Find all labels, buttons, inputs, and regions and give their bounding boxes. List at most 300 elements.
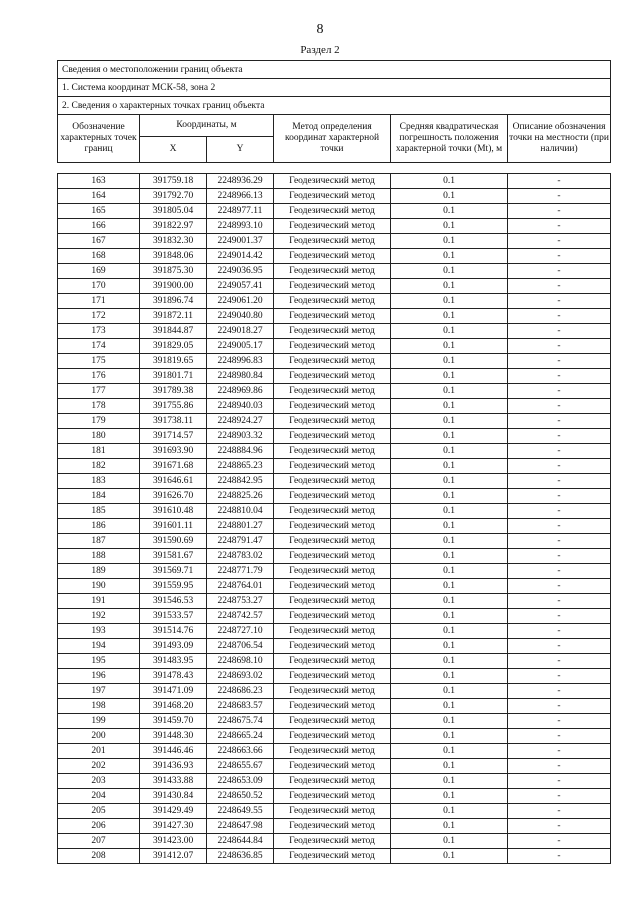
method-cell: Геодезический метод [274,249,391,264]
method-cell: Геодезический метод [274,219,391,234]
table-row [58,624,611,639]
method-cell: Геодезический метод [274,414,391,429]
description-cell: - [508,324,611,339]
point-id-cell: 173 [58,324,140,339]
y-cell: 2249005.17 [207,339,274,354]
table-row [58,774,611,789]
y-cell: 2248924.27 [207,414,274,429]
accuracy-cell: 0.1 [391,744,508,759]
method-cell: Геодезический метод [274,264,391,279]
accuracy-cell: 0.1 [391,654,508,669]
point-id-cell: 172 [58,309,140,324]
y-cell: 2248636.85 [207,849,274,864]
y-cell: 2248764.01 [207,579,274,594]
point-id-cell: 195 [58,654,140,669]
table-row [58,369,611,384]
x-cell: 391493.09 [140,639,207,654]
description-cell: - [508,189,611,204]
table-row [58,564,611,579]
table-row [58,579,611,594]
table-row [58,414,611,429]
header-designation: Обозначение характерных точек границ [58,115,140,163]
accuracy-cell: 0.1 [391,249,508,264]
x-cell: 391755.86 [140,399,207,414]
description-cell: - [508,639,611,654]
x-cell: 391590.69 [140,534,207,549]
x-cell: 391433.88 [140,774,207,789]
y-cell: 2248698.10 [207,654,274,669]
table-row [58,609,611,624]
accuracy-cell: 0.1 [391,474,508,489]
accuracy-cell: 0.1 [391,369,508,384]
y-cell: 2248663.66 [207,744,274,759]
x-cell: 391626.70 [140,489,207,504]
accuracy-cell: 0.1 [391,219,508,234]
description-cell: - [508,549,611,564]
table-row [58,309,611,324]
method-cell: Геодезический метод [274,579,391,594]
x-cell: 391569.71 [140,564,207,579]
table-row [58,759,611,774]
method-cell: Геодезический метод [274,489,391,504]
x-cell: 391759.18 [140,174,207,189]
description-cell: - [508,354,611,369]
x-cell: 391483.95 [140,654,207,669]
method-cell: Геодезический метод [274,804,391,819]
y-cell: 2248771.79 [207,564,274,579]
point-id-cell: 165 [58,204,140,219]
description-cell: - [508,849,611,864]
description-cell: - [508,414,611,429]
x-cell: 391559.95 [140,579,207,594]
point-id-cell: 171 [58,294,140,309]
point-id-cell: 207 [58,834,140,849]
table-row [58,324,611,339]
points-table-body [58,174,611,864]
description-cell: - [508,699,611,714]
accuracy-cell: 0.1 [391,399,508,414]
point-id-cell: 201 [58,744,140,759]
description-cell: - [508,579,611,594]
point-id-cell: 193 [58,624,140,639]
method-cell: Геодезический метод [274,399,391,414]
x-cell: 391533.57 [140,609,207,624]
method-cell: Геодезический метод [274,444,391,459]
x-cell: 391789.38 [140,384,207,399]
point-id-cell: 169 [58,264,140,279]
accuracy-cell: 0.1 [391,294,508,309]
accuracy-cell: 0.1 [391,189,508,204]
table-row [58,519,611,534]
x-cell: 391693.90 [140,444,207,459]
description-cell: - [508,474,611,489]
x-cell: 391412.07 [140,849,207,864]
description-cell: - [508,684,611,699]
method-cell: Геодезический метод [274,339,391,354]
method-cell: Геодезический метод [274,699,391,714]
table-row [58,684,611,699]
point-id-cell: 199 [58,714,140,729]
description-cell: - [508,654,611,669]
y-cell: 2249040.80 [207,309,274,324]
description-cell: - [508,489,611,504]
y-cell: 2248940.03 [207,399,274,414]
header-method: Метод определения координат характерной точки [274,115,391,163]
y-cell: 2248969.86 [207,384,274,399]
accuracy-cell: 0.1 [391,564,508,579]
method-cell: Геодезический метод [274,729,391,744]
x-cell: 391478.43 [140,669,207,684]
accuracy-cell: 0.1 [391,804,508,819]
y-cell: 2248842.95 [207,474,274,489]
point-id-cell: 192 [58,609,140,624]
table-row [58,849,611,864]
description-cell: - [508,204,611,219]
y-cell: 2248742.57 [207,609,274,624]
y-cell: 2248977.11 [207,204,274,219]
accuracy-cell: 0.1 [391,429,508,444]
accuracy-cell: 0.1 [391,729,508,744]
table-row [58,594,611,609]
method-cell: Геодезический метод [274,594,391,609]
accuracy-cell: 0.1 [391,519,508,534]
y-cell: 2249061.20 [207,294,274,309]
description-cell: - [508,594,611,609]
description-cell: - [508,504,611,519]
x-cell: 391514.76 [140,624,207,639]
description-cell: - [508,804,611,819]
point-id-cell: 185 [58,504,140,519]
y-cell: 2248801.27 [207,519,274,534]
description-cell: - [508,309,611,324]
point-id-cell: 164 [58,189,140,204]
accuracy-cell: 0.1 [391,234,508,249]
y-cell: 2248810.04 [207,504,274,519]
method-cell: Геодезический метод [274,714,391,729]
method-cell: Геодезический метод [274,639,391,654]
x-cell: 391896.74 [140,294,207,309]
x-cell: 391671.68 [140,459,207,474]
x-cell: 391872.11 [140,309,207,324]
description-cell: - [508,384,611,399]
accuracy-cell: 0.1 [391,384,508,399]
table-row [58,339,611,354]
point-id-cell: 202 [58,759,140,774]
description-cell: - [508,249,611,264]
x-cell: 391714.57 [140,429,207,444]
method-cell: Геодезический метод [274,474,391,489]
method-cell: Геодезический метод [274,669,391,684]
x-cell: 391646.61 [140,474,207,489]
x-cell: 391792.70 [140,189,207,204]
method-cell: Геодезический метод [274,774,391,789]
y-cell: 2248753.27 [207,594,274,609]
table-row [58,474,611,489]
accuracy-cell: 0.1 [391,624,508,639]
accuracy-cell: 0.1 [391,759,508,774]
accuracy-cell: 0.1 [391,444,508,459]
point-id-cell: 204 [58,789,140,804]
method-cell: Геодезический метод [274,819,391,834]
method-cell: Геодезический метод [274,834,391,849]
method-cell: Геодезический метод [274,684,391,699]
description-cell: - [508,279,611,294]
description-cell: - [508,819,611,834]
x-cell: 391844.87 [140,324,207,339]
point-id-cell: 183 [58,474,140,489]
table-row [58,189,611,204]
coord-system-row: 1. Система координат МСК-58, зона 2 [58,79,611,97]
point-id-cell: 186 [58,519,140,534]
accuracy-cell: 0.1 [391,669,508,684]
accuracy-cell: 0.1 [391,534,508,549]
description-cell: - [508,609,611,624]
x-cell: 391436.93 [140,759,207,774]
table-row [58,699,611,714]
x-cell: 391448.30 [140,729,207,744]
table-row [58,279,611,294]
description-cell: - [508,744,611,759]
description-cell: - [508,624,611,639]
y-cell: 2248683.57 [207,699,274,714]
accuracy-cell: 0.1 [391,609,508,624]
accuracy-cell: 0.1 [391,174,508,189]
description-cell: - [508,714,611,729]
point-id-cell: 187 [58,534,140,549]
y-cell: 2248644.84 [207,834,274,849]
description-cell: - [508,729,611,744]
accuracy-cell: 0.1 [391,459,508,474]
point-id-cell: 191 [58,594,140,609]
point-id-cell: 200 [58,729,140,744]
description-cell: - [508,834,611,849]
point-id-cell: 196 [58,669,140,684]
y-cell: 2248993.10 [207,219,274,234]
y-cell: 2249057.41 [207,279,274,294]
method-cell: Геодезический метод [274,789,391,804]
method-cell: Геодезический метод [274,744,391,759]
page-number: 8 [316,22,324,37]
table-row [58,654,611,669]
table-row [58,549,611,564]
table-row [58,429,611,444]
accuracy-cell: 0.1 [391,849,508,864]
x-cell: 391900.00 [140,279,207,294]
point-id-cell: 170 [58,279,140,294]
accuracy-cell: 0.1 [391,354,508,369]
table-row [58,534,611,549]
accuracy-cell: 0.1 [391,594,508,609]
description-cell: - [508,789,611,804]
method-cell: Геодезический метод [274,384,391,399]
table-row [58,174,611,189]
accuracy-cell: 0.1 [391,279,508,294]
x-cell: 391738.11 [140,414,207,429]
point-id-cell: 197 [58,684,140,699]
accuracy-cell: 0.1 [391,774,508,789]
table-row [58,744,611,759]
accuracy-cell: 0.1 [391,834,508,849]
accuracy-cell: 0.1 [391,264,508,279]
point-id-cell: 208 [58,849,140,864]
method-cell: Геодезический метод [274,369,391,384]
accuracy-cell: 0.1 [391,639,508,654]
table-row [58,459,611,474]
x-cell: 391430.84 [140,789,207,804]
point-id-cell: 163 [58,174,140,189]
x-cell: 391468.20 [140,699,207,714]
point-id-cell: 182 [58,459,140,474]
table-row [58,264,611,279]
points-title-row: 2. Сведения о характерных точках границ объекта [58,97,611,115]
point-id-cell: 189 [58,564,140,579]
method-cell: Геодезический метод [274,309,391,324]
y-cell: 2249014.42 [207,249,274,264]
header-accuracy: Средняя квадратическая погрешность положения характерной точки (Mt), м [391,115,508,163]
method-cell: Геодезический метод [274,294,391,309]
point-id-cell: 206 [58,819,140,834]
x-cell: 391601.11 [140,519,207,534]
x-cell: 391446.46 [140,744,207,759]
method-cell: Геодезический метод [274,759,391,774]
point-id-cell: 194 [58,639,140,654]
table-row [58,399,611,414]
header-y: Y [207,137,274,163]
point-id-cell: 178 [58,399,140,414]
table-row [58,354,611,369]
description-cell: - [508,774,611,789]
description-cell: - [508,294,611,309]
method-cell: Геодезический метод [274,549,391,564]
y-cell: 2248996.83 [207,354,274,369]
accuracy-cell: 0.1 [391,789,508,804]
method-cell: Геодезический метод [274,519,391,534]
point-id-cell: 184 [58,489,140,504]
description-cell: - [508,369,611,384]
table-row [58,789,611,804]
description-cell: - [508,759,611,774]
x-cell: 391471.09 [140,684,207,699]
x-cell: 391546.53 [140,594,207,609]
point-id-cell: 179 [58,414,140,429]
description-cell: - [508,219,611,234]
table-row [58,639,611,654]
x-cell: 391848.06 [140,249,207,264]
method-cell: Геодезический метод [274,354,391,369]
header-description: Описание обозначения точки на местности (при наличии) [508,115,611,163]
block-title: Сведения о местоположении границ объекта [58,61,611,79]
y-cell: 2248980.84 [207,369,274,384]
description-cell: - [508,519,611,534]
table-row [58,294,611,309]
description-cell: - [508,459,611,474]
table-row [58,804,611,819]
y-cell: 2248647.98 [207,819,274,834]
table-row [58,834,611,849]
method-cell: Геодезический метод [274,504,391,519]
method-cell: Геодезический метод [274,429,391,444]
description-cell: - [508,399,611,414]
method-cell: Геодезический метод [274,234,391,249]
x-cell: 391581.67 [140,549,207,564]
method-cell: Геодезический метод [274,189,391,204]
table-row [58,489,611,504]
point-id-cell: 205 [58,804,140,819]
x-cell: 391805.04 [140,204,207,219]
accuracy-cell: 0.1 [391,204,508,219]
method-cell: Геодезический метод [274,459,391,474]
y-cell: 2249036.95 [207,264,274,279]
point-id-cell: 198 [58,699,140,714]
accuracy-cell: 0.1 [391,714,508,729]
accuracy-cell: 0.1 [391,504,508,519]
y-cell: 2248791.47 [207,534,274,549]
point-id-cell: 188 [58,549,140,564]
y-cell: 2248665.24 [207,729,274,744]
accuracy-cell: 0.1 [391,489,508,504]
point-id-cell: 176 [58,369,140,384]
y-cell: 2248675.74 [207,714,274,729]
x-cell: 391875.30 [140,264,207,279]
x-cell: 391610.48 [140,504,207,519]
method-cell: Геодезический метод [274,534,391,549]
y-cell: 2248649.55 [207,804,274,819]
table-row [58,714,611,729]
x-cell: 391801.71 [140,369,207,384]
y-cell: 2248825.26 [207,489,274,504]
point-id-cell: 168 [58,249,140,264]
y-cell: 2248783.02 [207,549,274,564]
point-id-cell: 166 [58,219,140,234]
x-cell: 391832.30 [140,234,207,249]
point-id-cell: 174 [58,339,140,354]
accuracy-cell: 0.1 [391,819,508,834]
table-row [58,204,611,219]
table-row [58,219,611,234]
y-cell: 2248706.54 [207,639,274,654]
table-row [58,729,611,744]
point-id-cell: 180 [58,429,140,444]
accuracy-cell: 0.1 [391,339,508,354]
table-row [58,504,611,519]
header-x: X [140,137,207,163]
y-cell: 2248884.96 [207,444,274,459]
table-row [58,444,611,459]
method-cell: Геодезический метод [274,279,391,294]
description-cell: - [508,444,611,459]
accuracy-cell: 0.1 [391,414,508,429]
y-cell: 2248865.23 [207,459,274,474]
description-cell: - [508,264,611,279]
accuracy-cell: 0.1 [391,579,508,594]
point-id-cell: 203 [58,774,140,789]
y-cell: 2248686.23 [207,684,274,699]
x-cell: 391429.49 [140,804,207,819]
header-table [57,60,611,163]
method-cell: Геодезический метод [274,624,391,639]
method-cell: Геодезический метод [274,609,391,624]
point-id-cell: 181 [58,444,140,459]
point-id-cell: 175 [58,354,140,369]
accuracy-cell: 0.1 [391,699,508,714]
description-cell: - [508,429,611,444]
section-title: Раздел 2 [300,44,340,56]
description-cell: - [508,534,611,549]
table-row [58,669,611,684]
method-cell: Геодезический метод [274,849,391,864]
y-cell: 2248655.67 [207,759,274,774]
y-cell: 2248653.09 [207,774,274,789]
